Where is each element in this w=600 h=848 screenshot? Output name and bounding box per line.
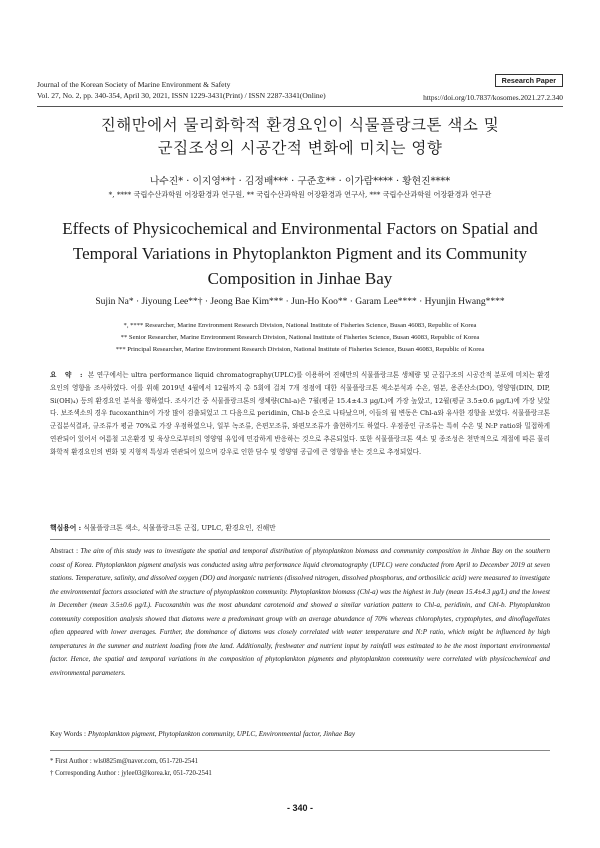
korean-keywords-text: 식물플랑크톤 색소, 식물플랑크톤 군집, UPLC, 환경요인, 진해만 [83,524,276,532]
article-type-badge: Research Paper [495,74,563,87]
korean-keywords-label: 핵심용어 : [50,524,82,532]
english-abstract-label: Abstract : [50,547,79,555]
korean-title-line: 진해만에서 물리화학적 환경요인이 식물플랑크톤 색소 및 [100,116,500,134]
english-keywords [50,730,550,738]
page-number: - 340 - [286,803,313,813]
header-divider [37,106,563,107]
english-title-line: Effects of Physicochemical and Environmental Factors on Spatial and [62,219,538,238]
korean-affiliations: *, **** 국립수산과학원 어장환경과 연구원, ** 국립수산과학원 어장환경과 연구사, *** 국립수산과학원 어장환경과 연구관 [108,190,492,199]
doi-link[interactable]: https://doi.org/10.7837/kosomes.2021.27.2.340 [423,93,563,102]
english-keywords-label: Key Words : [50,730,87,738]
english-affiliation: ** Senior Researcher, Marine Environment Research Division, National Institute of Fisheries Science, Busan 46083, Republic of Korea [120,334,480,341]
footnote-divider [50,750,550,751]
english-keywords-text: Phytoplankton pigment, Phytoplankton community, UPLC, Environmental factor, Jinhae Bay [87,730,356,738]
first-author-footnote: * First Author : wls0825m@naver.com, 051-720-2541 [50,758,199,765]
journal-header [37,80,326,101]
english-affiliation: *, **** Researcher, Marine Environment Research Division, National Institute of Fisheries Science, Busan 46083, Republic of Korea [123,322,477,329]
english-abstract [50,545,550,680]
korean-abstract [50,369,550,459]
journal-name: Journal of the Korean Society of Marine Environment & Safety [37,80,231,89]
journal-volume: Vol. 27, No. 2, pp. 340-354, April 30, 2021, ISSN 1229-3431(Print) / ISSN 2287-3341(Online) [37,90,326,100]
korean-title [0,114,600,160]
english-affiliation: *** Principal Researcher, Marine Environment Research Division, National Institute of Fisheries Science, Busan 46083, Republic of Korea [115,346,485,353]
english-abstract-text: The aim of this study was to investigate the spatial and temporal distribution of phytoplankton biomass and community composition in Jinhae Bay on the southern coast of Korea. Phytoplankton pigment analysis was conducted using ultra performance liquid chromatography (UPLC) were conducted from April to December 2019 at seven stations. Temperature, salinity, and dissolved oxygen (DO) and inorganic nutrients (dissolved nitrogen, dissolved phosphorus, and orthosilicic acid) were measured to investigate the environmental factors associated with the structure of phytoplankton community. Phytoplankton biomass (Chl-a) was the highest in July (mean 15.4±4.3 μg/L) and the lowest in December (mean 3.5±0.6 μg/L). Fucoxanthin was the most abundant carotenoid and showed a similar variation pattern to Chl-a, peridinin, and Chl-b. Phytoplankton community composition analysis showed that diatoms were a predominant group with an average abundance of 70% whereas chlorophytes, cryptophytes, and dinoflagellates often appeared with lower averages. Further, the dominance of diatoms was closely correlated with water temperature and N:P ratio, which might be influenced by high temperatures in the summer and nutrient loading from the land. Additionally, freshwater and nutrient input by rainfall was estimated to be the most important environmental factor. Hence, the spatial and temporal variations in the composition of phytoplankton pigments and phytoplankton community were correlated with physicochemical and environmental parameters. [50,547,550,677]
english-title-line: Composition in Jinhae Bay [207,269,393,288]
english-title [0,216,600,291]
abstract-divider [50,539,550,540]
english-title-line: Temporal Variations in Phytoplankton Pigment and its Community [72,244,528,263]
korean-title-line: 군집조성의 시공간적 변화에 미치는 영향 [157,139,443,157]
korean-authors: 나수진* · 이지영**† · 김정배*** · 구준호** · 이가람**** · 황현진**** [149,176,451,187]
korean-keywords [50,522,550,532]
korean-abstract-label: 요 약 : [50,371,86,379]
korean-abstract-text: 본 연구에서는 ultra performance liquid chromatography(UPLC)를 이용하여 진해만의 식물플랑크톤 생체량 및 군집구조의 시공간적 분포에 미치는 환경요인의 영향을 조사하였다. 이를 위해 2019년 4월에서 12월까지 총 5회에 걸쳐 7개 정점에 대한 식물플랑크톤 색소분석과 수온, 염분, 용존산소(DO), 영양염(DIN, DIP, Si(OH)₄) 등의 환경요인 분석을 행하였다. 조사기간 중 식물플랑크톤의 생체량(Chl-a)은 7월(평균 15.4±4.3 μg/L)에 가장 높았고, 12월(평균 3.5±0.6 μg/L)에 가장 낮았다. 보조색소의 경우 fucoxanthin이 가장 많이 검출되었고 그 다음으로 peridinin, Chl-b 순으로 나타났으며, 이들의 월 변동은 Chl-a와 유사한 경향을 보였다. 식물플랑크톤 군집분석결과, 규조류가 평균 70%로 가장 우점하였으나, 일부 녹조류, 은편모조류, 와편모조류가 출현하기도 하였다. 우점종인 규조류는 특히 수온 및 N:P ratio와 밀접하게 연관되어 있어서 여름철 고온환경 및 육상으로부터의 영양염 유입에 민감하게 반응하는 것으로 추론되었다. 또한 식물플랑크톤 색소 및 종조성은 천만적으로 계절에 따른 물리화학적 환경요인의 변화 및 지형적 특성과 연관되어 있으며 강우로 인한 담수 및 영양염 공급에 큰 영향을 받는 것으로 추정되었다. [50,371,550,456]
corresponding-author-footnote: † Corresponding Author : jylee03@korea.kr, 051-720-2541 [50,770,212,777]
english-authors: Sujin Na* · Jiyoung Lee**† · Jeong Bae Kim*** · Jun-Ho Koo** · Garam Lee**** · Hyunjin Hwang**** [95,297,505,307]
